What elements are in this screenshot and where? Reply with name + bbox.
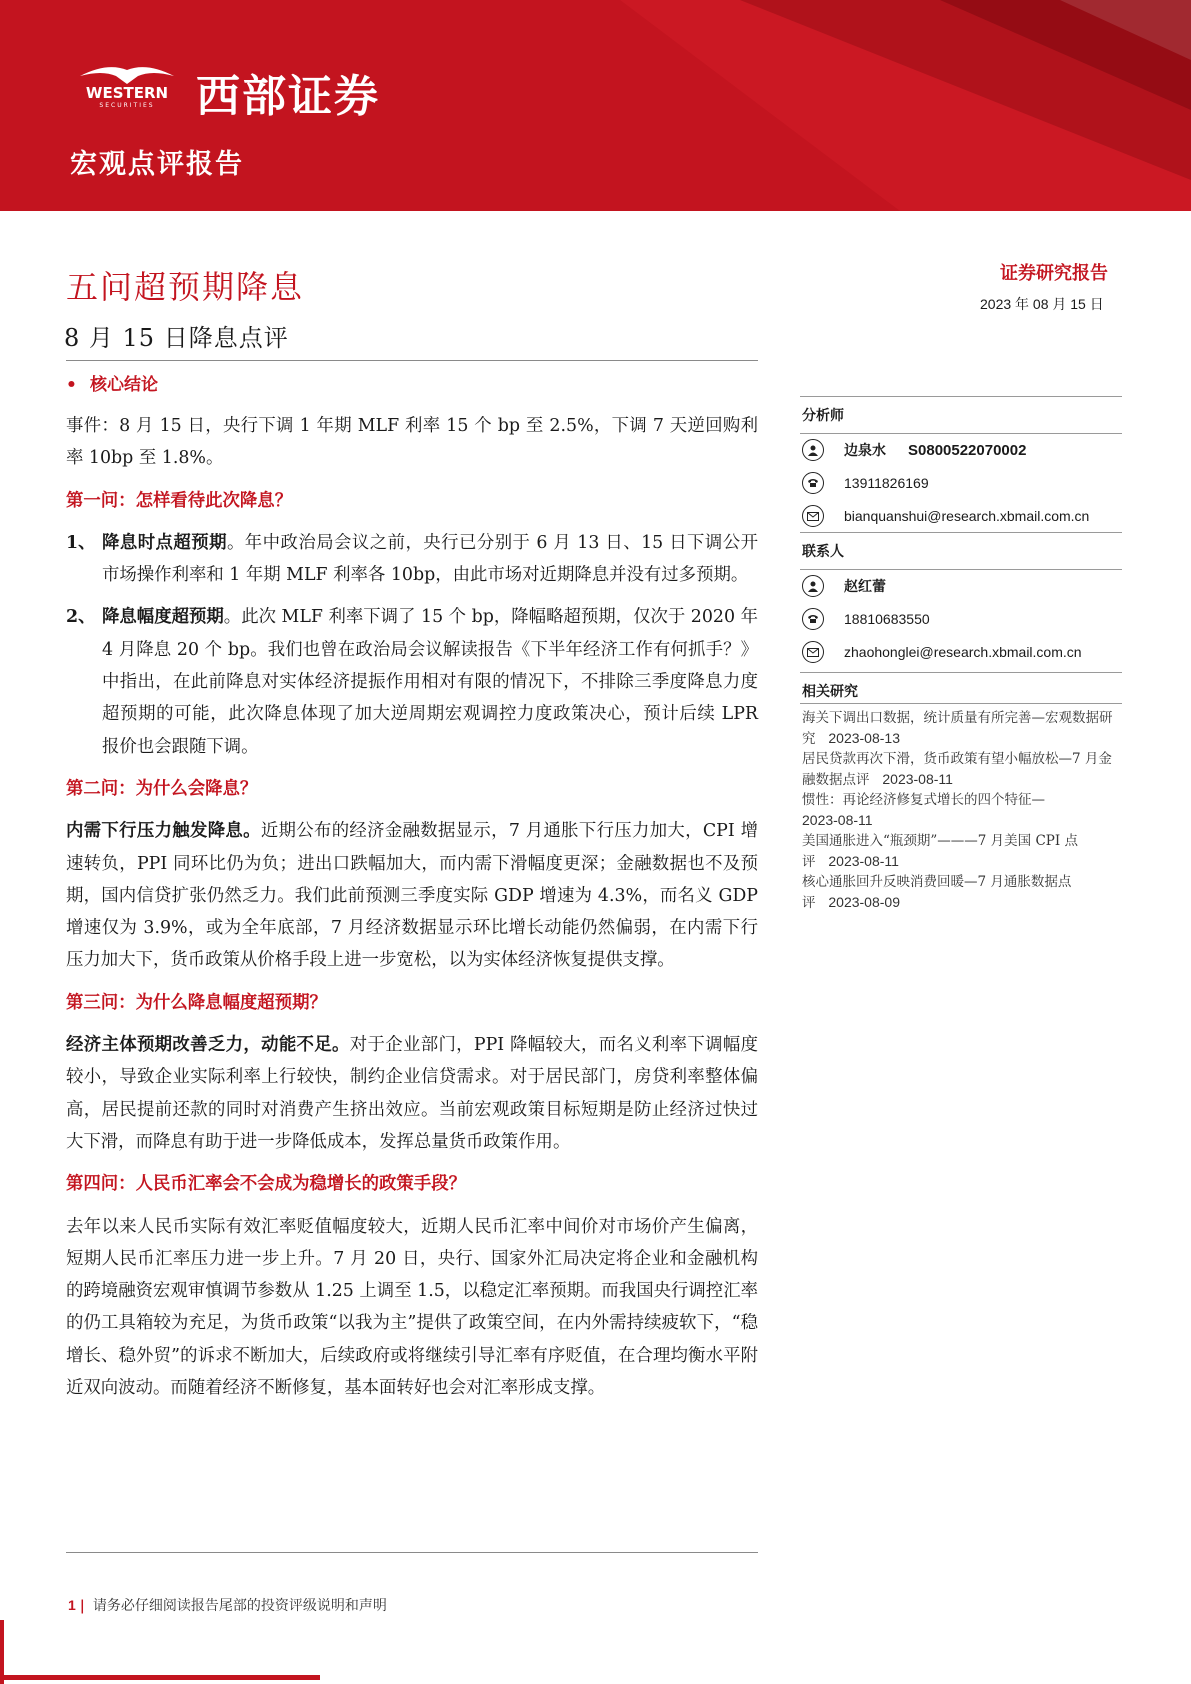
answer-4: 去年以来人民币实际有效汇率贬值幅度较大，近期人民币汇率中间价对市场价产生偏离，短期人民币汇率压力进一步上升。7 月 20 日，央行、国家外汇局决定将企业和金融机构的跨境融资宏观审慎调节参数从 1.25 上调至 1.5，以稳定汇率预期。而我国央行调控汇率的仍工具箱较为充足，为货币政策“以我为主”提供了政策空间，在内外需持续疲软下，“稳增长、稳外贸”的诉求不断加大，后续政府或将继续引导汇率有序贬值，在合理均衡水平附近双向波动。而随着经济不断修复，基本面转好也会对汇率形成支撑。 bbox=[66, 1216, 758, 1399]
email-icon bbox=[802, 641, 824, 663]
item-number: 2、 bbox=[66, 607, 96, 628]
analyst-phone: 13911826169 bbox=[844, 475, 929, 491]
phone-icon bbox=[802, 472, 824, 494]
analyst-name-row bbox=[802, 439, 1026, 461]
analyst-phone-row bbox=[802, 472, 929, 494]
answer-lead: 内需下行压力触发降息。 bbox=[66, 821, 261, 842]
report-date: 2023 年 08 月 15 日 bbox=[980, 296, 1104, 312]
bullet-icon: • bbox=[66, 375, 77, 395]
related-item[interactable] bbox=[802, 831, 1124, 872]
body-end-divider bbox=[66, 1552, 758, 1553]
sidebar-divider bbox=[800, 703, 1122, 704]
contact-phone: 18810683550 bbox=[844, 611, 930, 627]
contact-name: 赵红蕾 bbox=[844, 579, 886, 595]
answer-body: 对于企业部门，PPI 降幅较大，而名义利率下调幅度较小，导致企业实际利率上行较快，制约企业信贷需求。对于居民部门，房贷利率整体偏高，居民提前还款的同时对消费产生挤出效应。当前宏观政策目标短期是防止经济过快过大下滑，而降息有助于进一步降低成本，发挥总量货币政策作用。 bbox=[66, 1035, 758, 1152]
page-title: 五问超预期降息 bbox=[66, 268, 305, 306]
related-title: 惯性：再论经济修复式增长的四个特征— bbox=[802, 792, 1045, 808]
core-heading-label: 核心结论 bbox=[90, 375, 158, 395]
report-type: 宏观点评报告 bbox=[70, 149, 244, 180]
contact-email-row bbox=[802, 641, 1082, 663]
answer-body: 近期公布的经济金融数据显示，7 月通胀下行压力加大，CPI 增速转负，PPI 同环比仍为负；进出口跌幅加大，而内需下滑幅度更深；金融数据也不及预期，国内信贷扩张仍然乏力。我们此前预测三季度实际 GDP 增速为 4.3%，而名义 GDP 增速仅为 3.9%，或为全年底部，7 月经济数据显示环比增长动能仍然偏弱，在内需下行压力加大下，货币政策从价格手段上进一步宽松，以为实体经济恢复提供支撑。 bbox=[66, 821, 758, 971]
analyst-email-row bbox=[802, 505, 1089, 527]
related-date: 2023-08-11 bbox=[882, 771, 953, 787]
related-research-list bbox=[802, 708, 1124, 913]
person-icon bbox=[802, 439, 824, 461]
analyst-name: 边泉水 bbox=[844, 443, 886, 459]
related-item[interactable] bbox=[802, 749, 1124, 790]
item-lead: 降息幅度超预期 bbox=[102, 607, 224, 628]
item-body: 。年中政治局会议之前，央行已分别于 6 月 13 日、15 日下调公开市场操作利率和 1 年期 MLF 利率各 10bp，由此市场对近期降息并没有过多预期。 bbox=[102, 532, 758, 586]
analyst-email[interactable]: bianquanshui@research.xbmail.com.cn bbox=[844, 508, 1090, 524]
brand-name: 西部证券 bbox=[196, 71, 380, 122]
person-icon bbox=[802, 575, 824, 597]
event-paragraph: 事件：8 月 15 日，央行下调 1 年期 MLF 利率 15 个 bp 至 2.5%，下调 7 天逆回购利率 10bp 至 1.8%。 bbox=[66, 416, 758, 469]
core-conclusion-heading bbox=[66, 370, 158, 395]
related-date: 2023-08-11 bbox=[802, 812, 873, 828]
answer-2 bbox=[66, 815, 758, 976]
answer-lead: 经济主体预期改善乏力，动能不足。 bbox=[66, 1035, 350, 1056]
sidebar-divider bbox=[800, 672, 1122, 673]
phone-icon bbox=[802, 608, 824, 630]
report-category-tag: 证券研究报告 bbox=[1000, 263, 1108, 284]
analyst-license-code: S0800522070002 bbox=[908, 441, 1027, 459]
header-banner bbox=[0, 0, 1191, 211]
svg-text:SECURITIES: SECURITIES bbox=[99, 102, 155, 108]
related-research-heading: 相关研究 bbox=[802, 684, 858, 700]
email-icon bbox=[802, 505, 824, 527]
item-number: 1、 bbox=[66, 532, 96, 553]
analyst-heading: 分析师 bbox=[802, 408, 844, 424]
related-date: 2023-08-11 bbox=[828, 853, 899, 869]
item-text bbox=[102, 601, 758, 762]
question-3: 第三问：为什么降息幅度超预期？ bbox=[66, 992, 327, 1013]
page-number: 1 bbox=[68, 1597, 76, 1613]
question-1: 第一问：怎样看待此次降息？ bbox=[66, 490, 293, 511]
sidebar-divider bbox=[800, 396, 1122, 397]
report-body bbox=[66, 410, 758, 1414]
sidebar-divider bbox=[800, 433, 1122, 434]
sidebar-divider bbox=[800, 569, 1122, 570]
page-footer bbox=[68, 1595, 387, 1615]
related-title: 核心通胀回升反映消费回暖—7 月通胀数据点评 bbox=[802, 874, 1072, 911]
question-4: 第四问：人民币汇率会不会成为稳增长的政策手段？ bbox=[66, 1174, 466, 1195]
page-subtitle: 8 月 15 日降息点评 bbox=[64, 324, 289, 352]
related-title: 美国通胀进入“瓶颈期”———7 月美国 CPI 点评 bbox=[802, 833, 1079, 870]
svg-text:WESTERN: WESTERN bbox=[85, 84, 169, 102]
contact-phone-row bbox=[802, 608, 930, 630]
item-text bbox=[102, 527, 758, 592]
footer-separator: | bbox=[79, 1598, 85, 1614]
contact-heading: 联系人 bbox=[802, 544, 844, 560]
title-divider bbox=[66, 360, 758, 361]
related-date: 2023-08-13 bbox=[828, 730, 900, 746]
answer-3 bbox=[66, 1029, 758, 1158]
disclaimer-notice: 请务必仔细阅读报告尾部的投资评级说明和声明 bbox=[92, 1598, 387, 1614]
western-logo bbox=[72, 60, 182, 108]
answer-1-item-1 bbox=[66, 527, 758, 592]
answer-1-item-2 bbox=[66, 601, 758, 762]
related-date: 2023-08-09 bbox=[828, 894, 900, 910]
sidebar-divider bbox=[800, 532, 1122, 533]
related-item[interactable] bbox=[802, 708, 1124, 749]
corner-accent-horizontal bbox=[0, 1675, 320, 1680]
contact-email[interactable]: zhaohonglei@research.xbmail.com.cn bbox=[844, 644, 1082, 660]
contact-name-row bbox=[802, 575, 908, 597]
item-lead: 降息时点超预期 bbox=[102, 532, 227, 553]
related-title: 海关下调出口数据，统计质量有所完善—宏观数据研究 bbox=[802, 710, 1113, 747]
question-2: 第二问：为什么会降息？ bbox=[66, 778, 258, 799]
related-title: 居民贷款再次下滑，货币政策有望小幅放松—7 月金融数据点评 bbox=[802, 751, 1112, 788]
related-item[interactable] bbox=[802, 790, 1124, 831]
related-item[interactable] bbox=[802, 872, 1124, 913]
item-body: 。此次 MLF 利率下调了 15 个 bp，降幅略超预期，仅次于 2020 年 4 月降息 20 个 bp。我们也曾在政治局会议解读报告《下半年经济工作有何抓手？》中指出，在此前降息对实体经济提振作用相对有限的情况下，不排除三季度降息力度超预期的可能，此次降息体现了加大逆周期宏观调控力度政策决心，预计后续 LPR 报价也会跟随下调。 bbox=[102, 607, 758, 757]
